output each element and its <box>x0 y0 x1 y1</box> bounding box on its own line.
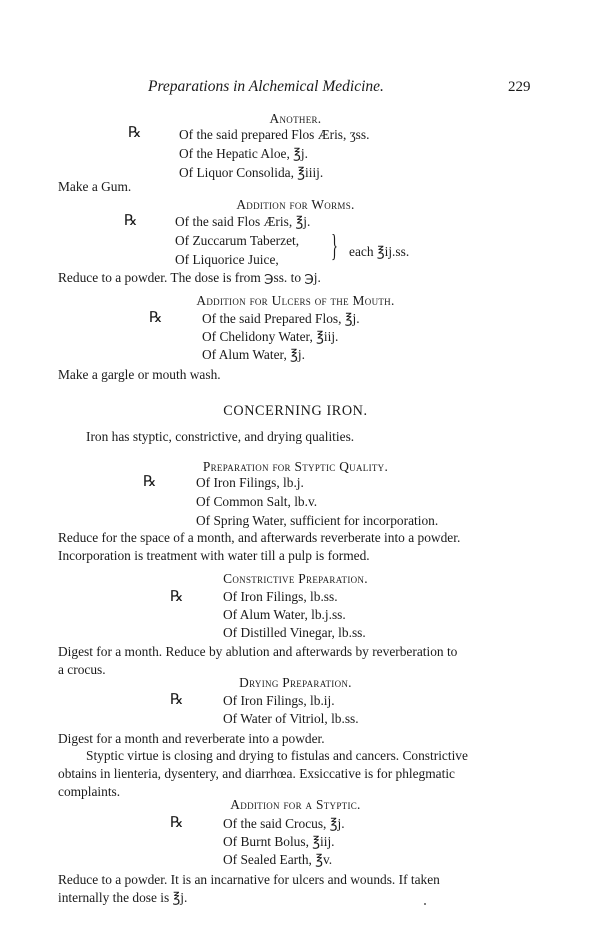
ingredient-line: Of the Hepatic Aloe, ℥j. <box>179 146 308 161</box>
recipe-symbol: ℞ <box>149 310 163 326</box>
ingredient-line: Of Liquorice Juice, <box>175 252 279 267</box>
recipe-symbol: ℞ <box>124 213 138 229</box>
ingredient-line: Of Sealed Earth, ℥v. <box>223 852 333 867</box>
instruction-text: Digest for a month and reverberate into a powder. <box>58 731 325 746</box>
instruction-text: Incorporation is treatment with water till a pulp is formed. <box>58 548 370 563</box>
running-title: Preparations in Alchemical Medicine. <box>148 78 384 95</box>
instruction-text: Make a Gum. <box>58 179 132 194</box>
brace-dose: each ℥ij.ss. <box>349 244 410 259</box>
ingredient-line: Of Spring Water, sufficient for incorporation. <box>196 513 439 528</box>
ingredient-line: Of the said Prepared Flos, ℥j. <box>202 311 360 326</box>
recipe-symbol: ℞ <box>170 692 184 708</box>
ingredient-line: Of Chelidony Water, ℥iij. <box>202 329 339 344</box>
heading-another: Another. <box>269 111 322 126</box>
instruction-text: a crocus. <box>58 662 106 677</box>
ingredient-line: Of Distilled Vinegar, lb.ss. <box>223 625 366 640</box>
recipe-symbol: ℞ <box>170 589 184 605</box>
heading-worms: Addition for Worms. <box>236 197 355 212</box>
ingredient-line: Of Liquor Consolida, ℥iiij. <box>179 165 324 180</box>
recipe-symbol: ℞ <box>170 815 184 831</box>
section-intro: Iron has styptic, constrictive, and drying qualities. <box>86 429 355 444</box>
ingredient-line: Of Iron Filings, lb.j. <box>196 475 304 490</box>
ingredient-line: Of the said Flos Æris, ℥j. <box>175 214 311 229</box>
heading-constrictive: Constrictive Preparation. <box>223 571 368 586</box>
heading-styptic-quality: Preparation for Styptic Quality. <box>202 459 389 474</box>
heading-drying: Drying Preparation. <box>239 675 352 690</box>
ingredient-line: Of Common Salt, lb.v. <box>196 494 318 509</box>
ingredient-line: Of the said prepared Flos Æris, ʒss. <box>179 127 370 142</box>
brace-symbol: } <box>331 227 338 263</box>
ingredient-line: Of Alum Water, lb.j.ss. <box>223 607 346 622</box>
ingredient-line: Of Alum Water, ℥j. <box>202 347 305 362</box>
ingredient-line: Of the said Crocus, ℥j. <box>223 816 345 831</box>
page-number: 229 <box>508 79 531 95</box>
print-speck <box>424 903 426 905</box>
instruction-text: internally the dose is ℥j. <box>58 890 188 905</box>
ingredient-line: Of Water of Vitriol, lb.ss. <box>223 711 359 726</box>
recipe-symbol: ℞ <box>128 125 142 141</box>
recipe-symbol: ℞ <box>143 474 157 490</box>
ingredient-line: Of Zuccarum Taberzet, <box>175 233 300 248</box>
instruction-text: Reduce to a powder. It is an incarnative for ulcers and wounds. If taken <box>58 872 440 887</box>
ingredient-line: Of Iron Filings, lb.ij. <box>223 693 335 708</box>
instruction-text: Reduce for the space of a month, and afterwards reverberate into a powder. <box>58 530 461 545</box>
instruction-text: Digest for a month. Reduce by ablution and afterwards by reverberation to <box>58 644 458 659</box>
instruction-text: complaints. <box>58 784 121 799</box>
section-title: CONCERNING IRON. <box>223 403 368 419</box>
heading-ulcers: Addition for Ulcers of the Mouth. <box>196 293 395 308</box>
heading-styptic-addition: Addition for a Styptic. <box>230 797 361 812</box>
instruction-text: Make a gargle or mouth wash. <box>58 367 221 382</box>
ingredient-line: Of Iron Filings, lb.ss. <box>223 589 338 604</box>
ingredient-line: Of Burnt Bolus, ℥iij. <box>223 834 335 849</box>
instruction-text: Styptic virtue is closing and drying to fistulas and cancers. Constrictive <box>86 748 468 763</box>
instruction-text: Reduce to a powder. The dose is from ℈ss. to ℈j. <box>58 270 321 285</box>
instruction-text: obtains in lienteria, dysentery, and diarrhœa. Exsiccative is for phlegmatic <box>58 766 455 781</box>
